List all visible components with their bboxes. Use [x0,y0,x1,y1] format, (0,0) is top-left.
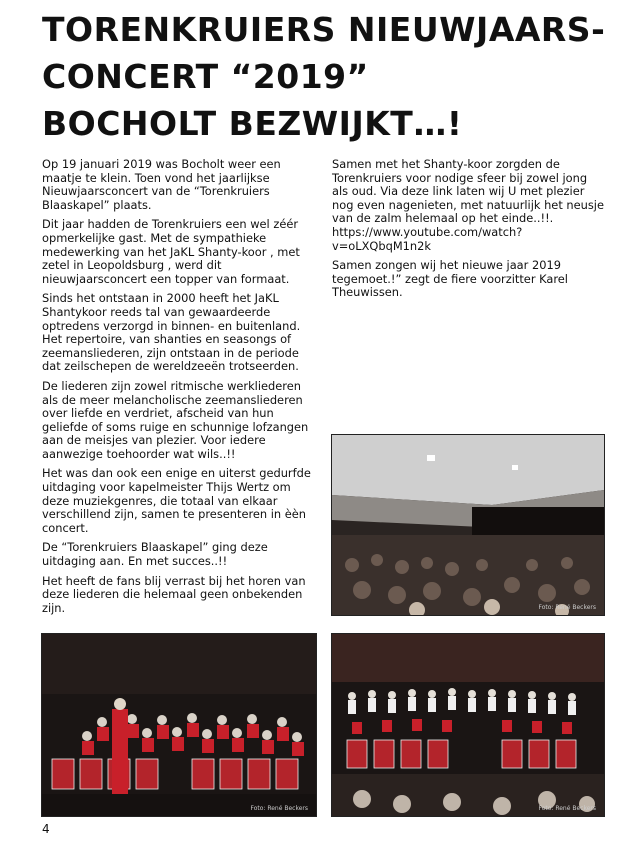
paragraph: Het was dan ook een enige en uiterst gedurfde uitdaging voor kapelmeister Thijs Wertz om deze muziekgenres, die totaal van elkaar verschillend zijn, samen te presenteren in èèn concert. [42,466,311,535]
brass-band-image [42,634,316,816]
title-line-2: CONCERT “2019” [42,57,369,96]
photo-credit: Foto: René Beckers [538,805,596,812]
page-number: 4 [42,822,50,836]
right-text-column [332,158,604,306]
shanty-choir-photo [331,633,605,817]
paragraph: De liederen zijn zowel ritmische werkliederen als de meer melancholische zeemansliederen over liefde en verdriet, afscheid van hun geliefde of soms ruige en schunnige lofzangen aan de meisjes van plezier. Voor iedere aanwezige toehoorder wat wils..!! [42,378,309,461]
paragraph: Samen met het Shanty-koor zorgden de Torenkruiers voor nodige sfeer bij zowel jong als oud. Via deze link laten wij U met plezier nog even nagenieten, met natuurlijk het neusje van de zalm helemaal op het einde..!!. https://www.youtube.com/watch?v=oLXQbqM1n2k [332,157,604,253]
paragraph: Samen zongen wij het nieuwe jaar 2019 tegemoet.!” zegt de fiere voorzitter Karel Theuwissen. [332,258,568,300]
title-line-1: TORENKRUIERS NIEUWJAARS- [42,10,606,49]
concert-hall-image [332,435,604,615]
paragraph: Het heeft de fans blij verrast bij het horen van deze liederen die helemaal geen onbekenden zijn. [42,573,306,615]
paragraph: Op 19 januari 2019 was Bocholt weer een maatje te klein. Toen vond het jaarlijkse Nieuwjaarsconcert van de “Torenkruiers Blaaskapel” plaats. [42,157,281,212]
left-text-column [42,158,314,621]
shanty-choir-image [332,634,604,816]
concert-hall-photo [331,434,605,616]
paragraph: De “Torenkruiers Blaaskapel” ging deze uitdaging aan. En met succes..!! [42,540,268,569]
photo-credit: Foto: René Beckers [538,604,596,611]
article-title [42,6,622,147]
photo-credit: Foto: René Beckers [250,805,308,812]
paragraph: Sinds het ontstaan in 2000 heeft het JaKL Shantykoor reeds tal van gewaardeerde optredens verzorgd in binnen- en buitenland. Het repertoire, van shanties en seasongs of zeemansliederen, zijn ontstaan in de periode dat zeilschepen de wereldzeeën trotseerden. [42,291,301,374]
title-line-3: BOCHOLT BEZWIJKT…! [42,104,463,143]
paragraph: Dit jaar hadden de Torenkruiers een wel zéér opmerkelijke gast. Met de sympathieke medewerking van het JaKL Shanty-koor , met zetel in Leopoldsburg , werd dit nieuwjaarsconcert een topper van formaat. [42,217,300,286]
brass-band-photo [41,633,317,817]
